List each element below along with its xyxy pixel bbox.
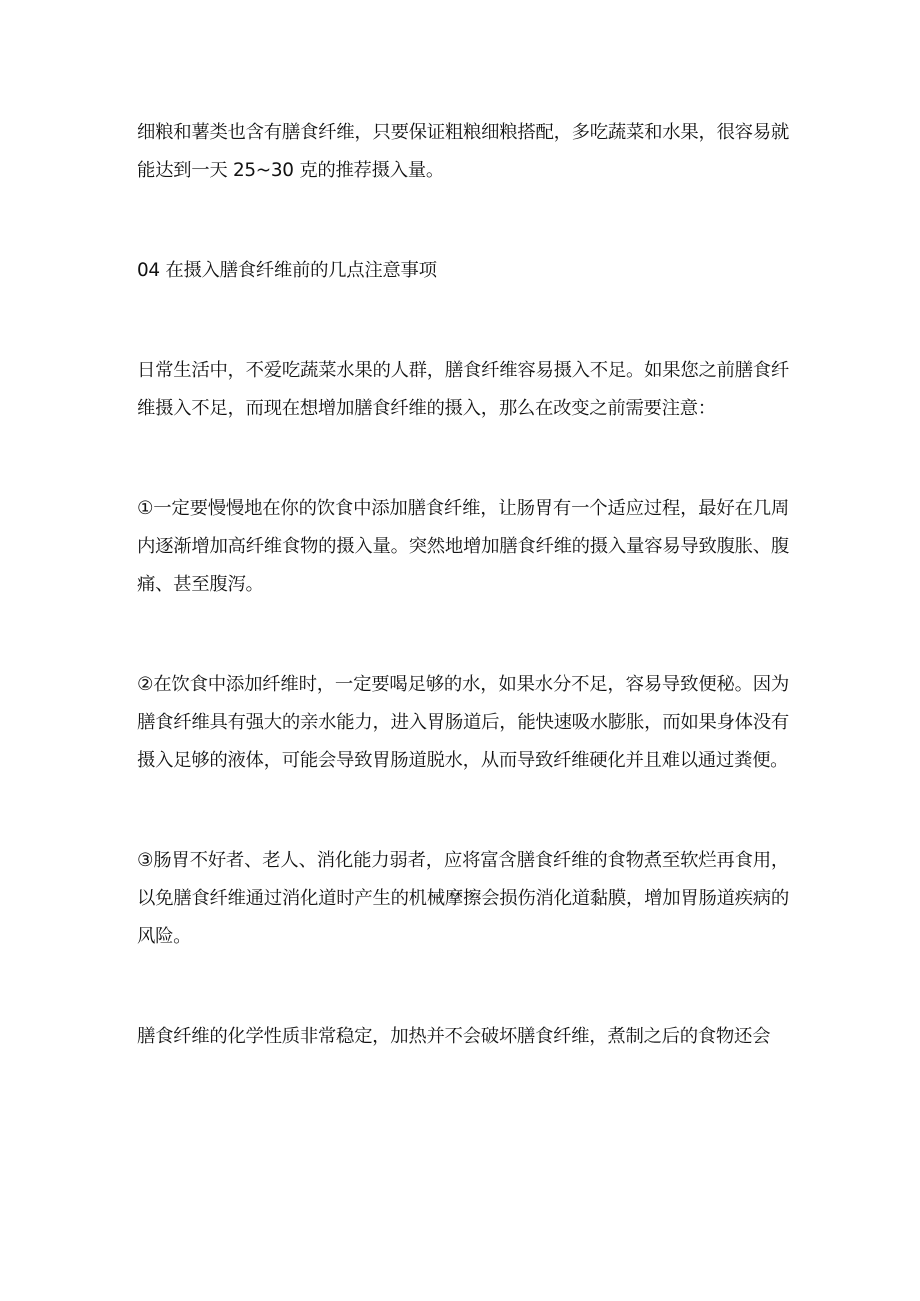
paragraph-note-2: ②在饮食中添加纤维时，一定要喝足够的水，如果水分不足，容易导致便秘。因为膳食纤维具有强大的亲水能力，进入胃肠道后，能快速吸水膨胀，而如果身体没有摄入足够的液体，可能会导致胃肠道脱水，从而导致纤维硬化并且难以通过粪便。 (137, 674, 789, 771)
paragraph-note-3: ③肠胃不好者、老人、消化能力弱者，应将富含膳食纤维的食物煮至软烂再食用，以免膳食纤维通过消化道时产生的机械摩擦会损伤消化道黏膜，增加胃肠道疾病的风险。 (137, 850, 789, 947)
paragraph-chemical-stability: 膳食纤维的化学性质非常稳定，加热并不会破坏膳食纤维，煮制之后的食物还会 (137, 1026, 771, 1047)
paragraph-daily-life: 日常生活中，不爱吃蔬菜水果的人群，膳食纤维容易摄入不足。如果您之前膳食纤维摄入不足，而现在想增加膳食纤维的摄入，那么在改变之前需要注意： (137, 360, 789, 419)
paragraph-grains-tubers: 细粮和薯类也含有膳食纤维，只要保证粗粮细粮搭配，多吃蔬菜和水果，很容易就能达到一天 25~30 克的推荐摄入量。 (137, 122, 789, 181)
section-heading-04: 04 在摄入膳食纤维前的几点注意事项 (137, 260, 437, 281)
document-body (137, 114, 789, 1118)
paragraph-note-1: ①一定要慢慢地在你的饮食中添加膳食纤维，让肠胃有一个适应过程，最好在几周内逐渐增加高纤维食物的摄入量。突然地增加膳食纤维的摄入量容易导致腹胀、腹痛、甚至腹泻。 (137, 498, 789, 595)
